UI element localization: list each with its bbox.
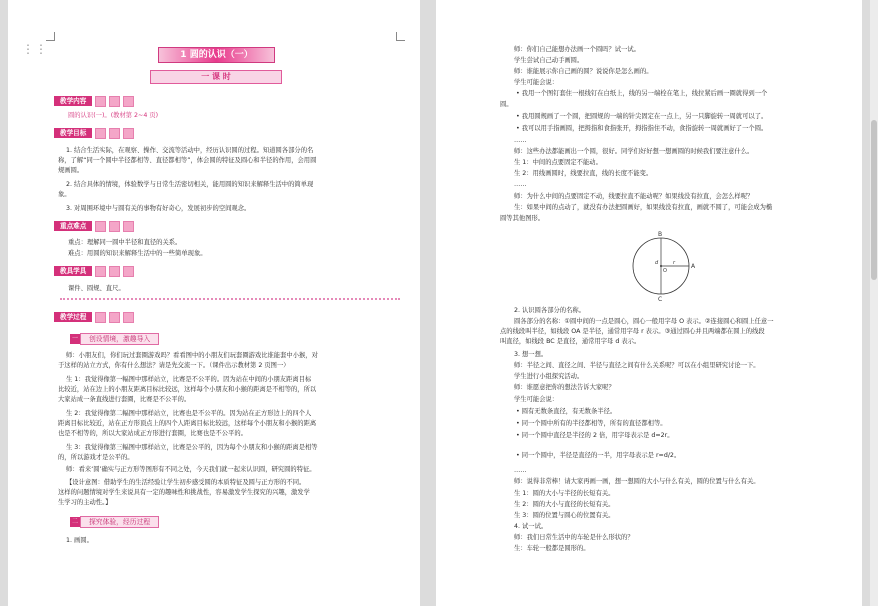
body-line: • 同一个圆中直径是半径的 2 倍，用字母表示是 d=2r。 xyxy=(516,432,674,439)
body-line: 圆各部分的名称：①圆中间的一点是圆心，圆心一般用字母 O 表示。②连接圆心和圆上任意一 xyxy=(514,318,774,325)
goal-line: 称，了解“同一个圆中半径都相等、直径都相等”，体会圆的特征及圆心和半径的作用，会用圆 xyxy=(58,157,317,164)
scrollbar-thumb[interactable] xyxy=(871,120,877,280)
document-page-left xyxy=(8,0,420,606)
body-line: • 同一个圆中所有的半径都相等，所有的直径都相等。 xyxy=(516,420,667,427)
section-goals-header xyxy=(54,128,134,138)
body-line: 2. 认识圆各部分的名称。 xyxy=(514,307,585,314)
goal-line: 1. 结合生活实际，在观察、操作、交流等活动中，经历认识圆的过程。知道圆各部分的名 xyxy=(66,147,314,154)
phase-two-header: 二 探究体验，经历过程 xyxy=(70,516,159,527)
process-line: 生 3：我觉得像第三幅图中那样站立，比赛是公平的，因为每个小朋友和小猴的距离是相等 xyxy=(66,444,318,451)
body-line: • 圆有无数条直径，有无数条半径。 xyxy=(516,408,617,415)
design-note-line: 这样的问题情境对学生来说具有一定的趣味性和挑战性，容易激发学生探究的兴趣，激发学 xyxy=(58,489,310,496)
body-line: 生 1：圆的大小与半径的长短有关。 xyxy=(514,490,615,497)
body-line: 生 3：圆的位置与圆心的位置有关。 xyxy=(514,512,615,519)
label-O: O xyxy=(663,268,667,274)
body-line: • 我用一个图钉套住一根线钉在白纸上，线的另一端栓在笔上，线拉紧后画一圈就得到一个 xyxy=(516,90,768,97)
key-line: 重点：理解同一圆中半径和直径的关系。 xyxy=(68,239,182,246)
body-line: 师：为什么中间的点要固定不动，线要拉直不能动呢？如果线没有拉直，会怎么样呢？ xyxy=(514,193,754,200)
section-content-header xyxy=(54,96,134,106)
phase-one-header: 一 创设情境，激趣导入 xyxy=(70,333,159,344)
section-key-header xyxy=(54,221,134,231)
body-line: 学生可能会说： xyxy=(514,79,559,86)
body-line: 生：车轮一般都是圆形的。 xyxy=(514,545,590,552)
body-line: 学生可能会说： xyxy=(514,396,559,403)
lesson-subtitle: 一 课 时 xyxy=(150,70,282,84)
process-line: 师：小朋友们，你们玩过套圈游戏吗？看看图中的小朋友们玩套圈游戏比谁能套中小猴，对 xyxy=(66,352,318,359)
section-label: 教学内容 xyxy=(54,96,92,106)
drag-handle-icon[interactable]: ⋮⋮ xyxy=(22,42,48,56)
goal-line: 2. 结合具体的情境，体验数学与日常生活密切相关，能用圆的知识来解释生活中的简单现 xyxy=(66,181,314,188)
label-B: B xyxy=(658,231,663,238)
body-line: 点的线段叫半径，如线段 OA 是半径，通常用字母 r 表示。③通过圆心并且两端都在圆上的线段 xyxy=(500,328,765,335)
body-line: 圆等其他图形。 xyxy=(500,215,545,222)
lesson-title: 1 圆的认识（一） xyxy=(158,47,275,63)
circle-diagram xyxy=(626,230,696,302)
body-line: 学生尝试自己动手画圆。 xyxy=(514,57,584,64)
phase-title: 探究体验，经历过程 xyxy=(80,516,159,528)
process-line: 1. 画圆。 xyxy=(66,537,93,544)
section-label: 教具学具 xyxy=(54,266,92,276)
body-line: 3. 想一想。 xyxy=(514,351,548,358)
label-A: A xyxy=(691,263,696,270)
process-line: 也是不相等的，所以大家站成正方形进行套圈，比赛也是不公平的。 xyxy=(58,430,247,437)
body-line: …… xyxy=(514,181,527,188)
tools-text: 课件、圆规、直尺。 xyxy=(68,285,125,292)
body-line: 生 2：圆的大小与直径的长短有关。 xyxy=(514,501,615,508)
body-line: 师：说得非常棒！请大家再画一画，想一想圆的大小与什么有关，圆的位置与什么有关。 xyxy=(514,478,760,485)
document-page-right xyxy=(436,0,862,606)
phase-title: 创设情境，激趣导入 xyxy=(80,333,159,345)
key-line: 难点：用圆的知识来解释生活中的一些简单现象。 xyxy=(68,250,207,257)
label-C: C xyxy=(658,296,663,302)
process-line: 比较近，站在边上的小朋友距离目标比较远，这样每个小朋友和小猴的距离是不相等的，所以 xyxy=(58,386,317,393)
process-line: 生 1：我觉得像第一幅图中那样站立，比赛是不公平的。因为站在中间的小朋友距离目标 xyxy=(66,376,312,383)
body-line: • 我可以用手指画圆，把拇指和食指张开，拇指指住不动，食指旋转一周就画好了一个圆。 xyxy=(516,125,768,132)
divider xyxy=(60,298,400,300)
section-tools-header xyxy=(54,266,134,276)
design-note-line: 【设计意图：借助学生的生活经验让学生初步感受圆的本质特征及圆与正方形的不同。 xyxy=(66,479,306,486)
section-label: 教学目标 xyxy=(54,128,92,138)
body-line: 师：谁能展示你自己画的圆？说说你是怎么画的。 xyxy=(514,68,653,75)
body-line: 师：谁愿意把你的想法告诉大家呢？ xyxy=(514,384,615,391)
body-line: 学生进行小组探究活动。 xyxy=(514,373,584,380)
body-line: 生 2：用线画圆时，线要拉直，线的长度不能变。 xyxy=(514,170,653,177)
section-label: 教学过程 xyxy=(54,312,92,322)
process-line: 距离目标比较近，站在正方形顶点上的四个人距离目标比较远，这样每个小朋友和小猴的距离 xyxy=(58,420,317,427)
body-line: 叫直径，如线段 BC 是直径，通常用字母 d 表示。 xyxy=(500,338,641,345)
section-process-header xyxy=(54,312,134,322)
content-text: 圆的认识(一)。(教材第 2~4 页) xyxy=(68,112,159,119)
body-line: 圆。 xyxy=(500,101,513,108)
body-line: • 同一个圆中，半径是直径的一半，用字母表示是 r=d/2。 xyxy=(516,452,681,459)
body-line: 师：半径之间、直径之间、半径与直径之间有什么关系呢？可以在小组里研究讨论一下。 xyxy=(514,362,760,369)
goal-line: 规画圆。 xyxy=(58,167,84,174)
body-line: • 我用圆规画了一个圆，把圆规的一端的针尖固定在一点上，另一只脚旋转一周就可以了。 xyxy=(516,113,768,120)
body-line: 师：你们自己能想办法画一个圆吗？试一试。 xyxy=(514,46,640,53)
body-line: 师：我们日常生活中的车轮是什么形状的？ xyxy=(514,534,634,541)
label-r: r xyxy=(673,260,676,266)
body-line: 生：如果中间的点动了，就没有办法把圆画好，如果线没有拉直，画就不圆了，可能会成为椭 xyxy=(514,204,773,211)
process-line: 师：看来‘圆’确实与正方形等图形有不同之处，今天我们就一起来认识圆，研究圆的特征。 xyxy=(66,466,316,473)
goal-line: 3. 对周围环境中与圆有关的事物有好奇心，发展初步的空间观念。 xyxy=(66,205,251,212)
design-note-line: 生学习的主动性。】 xyxy=(58,499,112,506)
body-line: 4. 试一试。 xyxy=(514,523,548,530)
process-line: 大家站成一条直线进行套圈，比赛是不公平的。 xyxy=(58,396,191,403)
label-d: d xyxy=(655,260,659,266)
process-line: 生 2：我觉得像第二幅图中那样站立，比赛也是不公平的。因为站在正方形边上的四个人 xyxy=(66,410,312,417)
body-line: 生 1：中间的点要固定不能动。 xyxy=(514,159,602,166)
crop-mark xyxy=(46,32,55,41)
body-line: …… xyxy=(514,467,527,474)
process-line: 于这样的站立方式，你有什么想法？请是先交流一下。（课件出示教材第 2 页图一） xyxy=(58,362,290,369)
body-line: …… xyxy=(514,137,527,144)
vertical-scrollbar[interactable] xyxy=(870,0,878,606)
process-line: 的，所以游戏才是公平的。 xyxy=(58,454,134,461)
crop-mark xyxy=(396,32,405,41)
goal-line: 象。 xyxy=(58,191,71,198)
body-line: 师：这些办法都能画出一个圆，很好。同学们好好想一想画圆的时候我们要注意什么。 xyxy=(514,148,754,155)
section-label: 重点难点 xyxy=(54,221,92,231)
